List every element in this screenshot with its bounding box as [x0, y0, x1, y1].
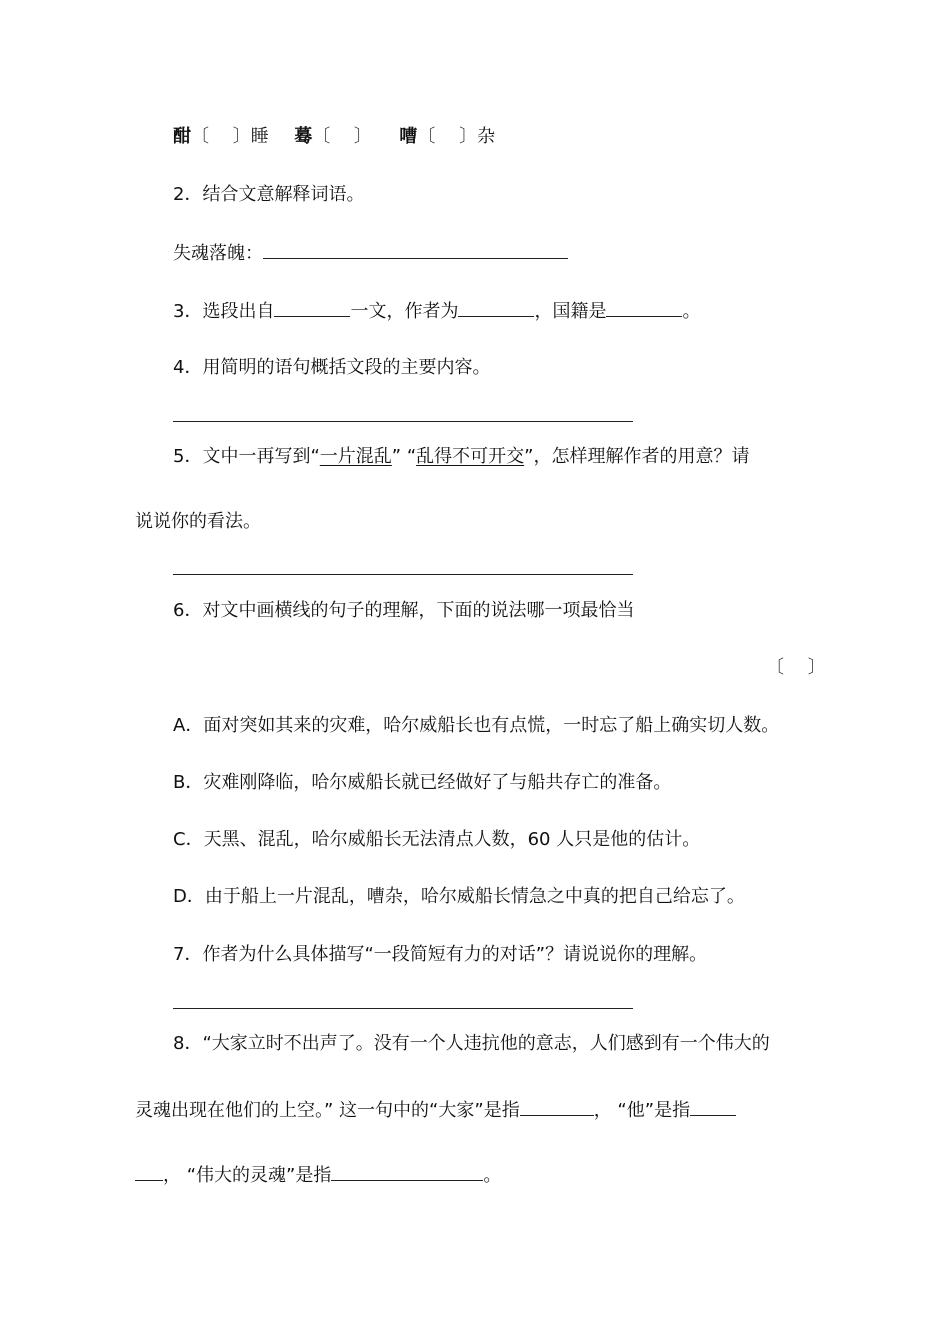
- q8-line-2: [135, 1097, 736, 1123]
- q5-answer-line[interactable]: [173, 574, 633, 575]
- q1-word-3: 嘈: [399, 126, 418, 147]
- q3-blank-nationality[interactable]: [606, 298, 682, 317]
- q8-part-b: ， “他”是指: [593, 1100, 691, 1121]
- q8-blank-great-soul[interactable]: [331, 1162, 483, 1181]
- q2-term: 失魂落魄：: [173, 243, 263, 264]
- q7-answer-line[interactable]: [173, 1008, 633, 1009]
- q8-blank-he-cont[interactable]: [135, 1162, 163, 1181]
- q3-blank-author[interactable]: [458, 298, 534, 317]
- q8-part-a: 灵魂出现在他们的上空。” 这一句中的“大家”是指: [135, 1100, 520, 1121]
- q1-line: [173, 125, 495, 149]
- q5-part-a: 5．文中一再写到“: [173, 446, 320, 467]
- q5-line-2: 说说你的看法。: [135, 511, 261, 532]
- q8-part-c: ， “伟大的灵魂”是指: [163, 1165, 332, 1186]
- q3-blank-source[interactable]: [274, 298, 350, 317]
- q4-answer-line[interactable]: [173, 421, 633, 422]
- q2-answer-blank[interactable]: [263, 240, 568, 259]
- q8-part-d: 。: [483, 1165, 502, 1186]
- q5-underlined-1: 一片混乱: [319, 446, 392, 467]
- q3-part-d: 。: [682, 301, 701, 322]
- q5-line-1: [173, 445, 749, 469]
- q1-word-2: 蓦: [294, 126, 313, 147]
- q3-part-b: 一文，作者为: [350, 301, 459, 322]
- q6-option-a: A．面对突如其来的灾难，哈尔威船长也有点慌，一时忘了船上确实切人数。: [173, 715, 780, 736]
- q1-blank-1: 〔 〕睡: [191, 126, 269, 147]
- q8-line-1: 8．“大家立时不出声了。没有一个人违抗他的意志，人们感到有一个伟大的: [173, 1033, 770, 1054]
- q4-prompt: 4．用简明的语句概括文段的主要内容。: [173, 357, 491, 378]
- q3-line: [173, 298, 700, 324]
- q1-blank-3: 〔 〕杂: [417, 126, 496, 147]
- q6-prompt: 6．对文中画横线的句子的理解，下面的说法哪一项最恰当: [173, 600, 635, 621]
- q8-blank-everyone[interactable]: [520, 1097, 594, 1116]
- q3-part-c: ，国籍是: [534, 301, 607, 322]
- q7-prompt: 7．作者为什么具体描写“一段简短有力的对话”？请说说你的理解。: [173, 944, 708, 965]
- q6-option-b: B．灾难刚降临，哈尔威船长就已经做好了与船共存亡的准备。: [173, 772, 672, 793]
- q6-option-c: C．天黑、混乱，哈尔威船长无法清点人数，60 人只是他的估计。: [173, 829, 701, 850]
- q8-blank-he[interactable]: [690, 1097, 736, 1116]
- q2-prompt: 2．结合文意解释词语。: [173, 184, 365, 205]
- q1-blank-2: 〔 〕: [312, 126, 372, 147]
- q3-part-a: 3．选段出自: [173, 301, 275, 322]
- q1-word-1: 酣: [173, 126, 191, 147]
- q6-answer-bracket[interactable]: 〔 〕: [766, 657, 826, 678]
- q5-part-c: ”，怎样理解作者的用意？请: [524, 446, 750, 467]
- q2-answer-line: [173, 240, 568, 266]
- q5-part-b: ” “: [391, 446, 417, 467]
- q8-line-3: [135, 1162, 501, 1188]
- q6-option-d: D．由于船上一片混乱，嘈杂，哈尔威船长情急之中真的把自己给忘了。: [173, 886, 745, 907]
- q5-underlined-2: 乱得不可开交: [416, 446, 525, 467]
